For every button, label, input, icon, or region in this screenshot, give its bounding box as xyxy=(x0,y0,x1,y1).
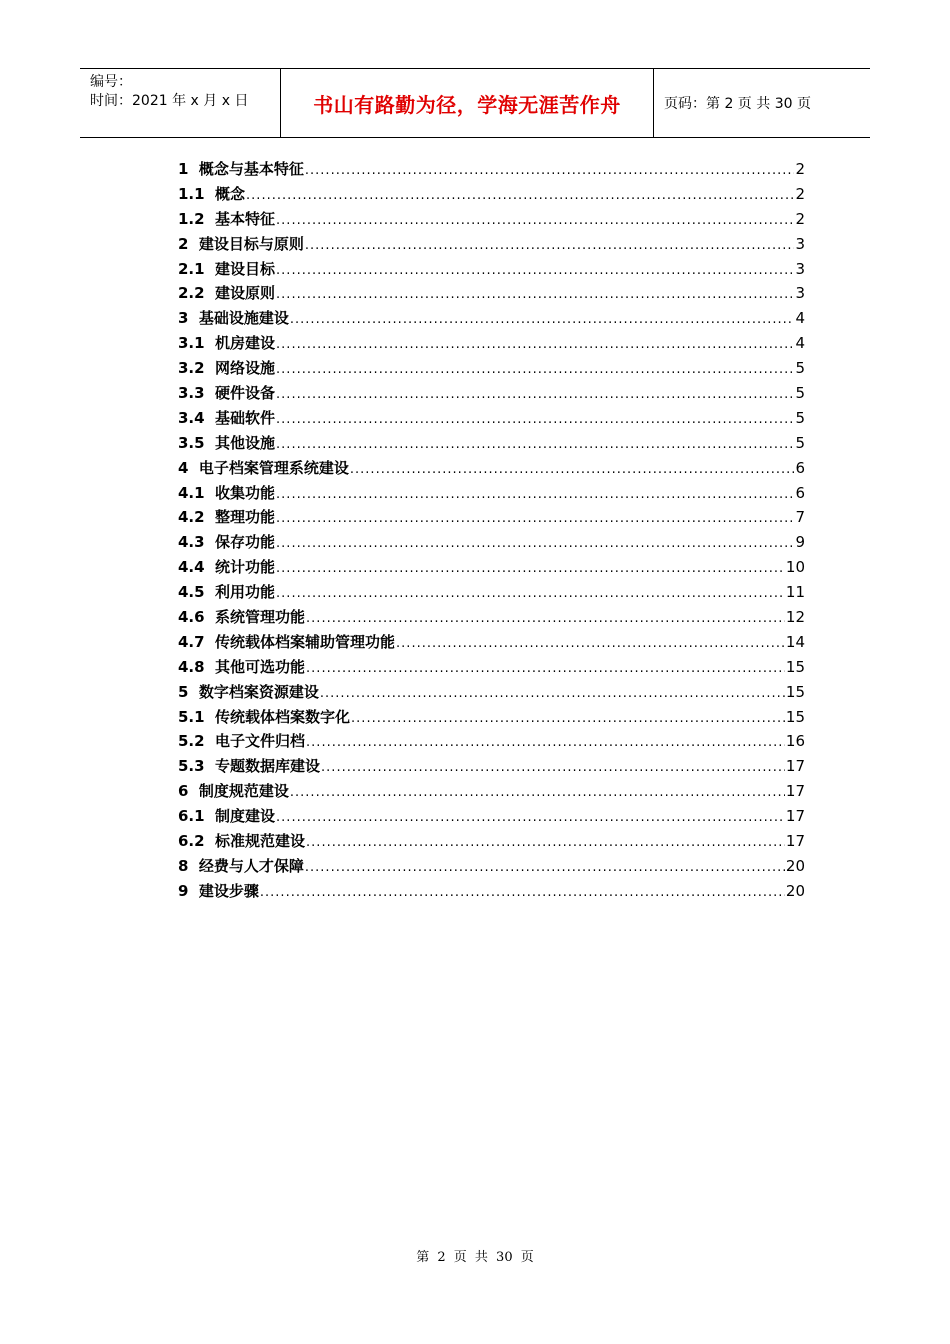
toc-entry-number: 6.2 xyxy=(178,832,216,851)
toc-entry-page: 17 xyxy=(785,757,805,776)
toc-dot-leader xyxy=(351,711,785,726)
toc-entry-page: 11 xyxy=(785,583,805,602)
toc-entry-title: 电子档案管理系统建设 xyxy=(198,458,349,477)
toc-entry[interactable] xyxy=(178,282,805,307)
page-footer: 第 2 页 共 30 页 xyxy=(416,1250,534,1265)
toc-entry-page: 6 xyxy=(795,458,805,477)
toc-entry-number: 4.2 xyxy=(178,508,216,527)
toc-entry[interactable] xyxy=(178,482,805,507)
toc-entry-page: 2 xyxy=(795,184,805,203)
toc-entry-title: 传统载体档案辅助管理功能 xyxy=(215,632,396,651)
toc-entry-number: 3.4 xyxy=(178,408,216,427)
toc-dot-leader xyxy=(321,760,785,775)
toc-entry-page: 10 xyxy=(785,558,805,577)
toc-entry-title: 制度规范建设 xyxy=(198,782,289,801)
toc-entry[interactable] xyxy=(178,332,805,357)
toc-entry-number: 2.1 xyxy=(178,259,216,278)
toc-entry-page: 12 xyxy=(785,608,805,627)
toc-entry-number: 3.3 xyxy=(178,384,216,403)
toc-entry-page: 2 xyxy=(795,160,805,178)
toc-entry-number: 4 xyxy=(178,458,199,477)
toc-entry-number: 3.1 xyxy=(178,334,216,353)
toc-dot-leader xyxy=(276,487,794,502)
toc-entry-title: 系统管理功能 xyxy=(215,608,306,627)
toc-entry-number: 5.2 xyxy=(178,732,216,751)
toc-entry[interactable] xyxy=(178,208,805,233)
toc-entry[interactable] xyxy=(178,556,805,581)
toc-entry[interactable] xyxy=(178,432,805,457)
toc-entry-title: 数字档案资源建设 xyxy=(198,682,319,701)
toc-entry-number: 4.3 xyxy=(178,533,216,552)
toc-entry-number: 2 xyxy=(178,234,199,253)
toc-entry-number: 5 xyxy=(178,682,199,701)
toc-entry-page: 4 xyxy=(795,309,805,328)
toc-dot-leader xyxy=(276,287,794,302)
toc-entry-title: 收集功能 xyxy=(215,483,276,502)
toc-dot-leader xyxy=(276,536,794,551)
toc-entry-number: 9 xyxy=(178,881,199,900)
header-meta xyxy=(80,69,281,137)
toc-dot-leader xyxy=(276,810,785,825)
document-date: 时间：2021 年 x 月 x 日 xyxy=(90,93,249,109)
toc-entry-page: 3 xyxy=(795,284,805,303)
toc-entry-title: 建设目标与原则 xyxy=(198,234,304,253)
header-page-info: 页码：第 2 页 共 30 页 xyxy=(664,96,811,112)
toc-entry-page: 17 xyxy=(785,782,805,801)
toc-entry-title: 硬件设备 xyxy=(215,384,276,403)
page-header xyxy=(80,68,870,138)
toc-entry-number: 1.1 xyxy=(178,184,216,203)
toc-dot-leader xyxy=(306,735,785,750)
toc-entry-page: 16 xyxy=(785,732,805,751)
toc-entry-number: 4.5 xyxy=(178,583,216,602)
toc-entry[interactable] xyxy=(178,158,805,183)
toc-entry-number: 2.2 xyxy=(178,284,216,303)
toc-entry-page: 5 xyxy=(795,384,805,403)
toc-entry-title: 概念 xyxy=(215,184,246,203)
toc-entry-number: 3.2 xyxy=(178,359,216,378)
toc-entry-number: 4.1 xyxy=(178,483,216,502)
table-of-contents xyxy=(178,158,805,905)
toc-entry-page: 9 xyxy=(795,533,805,552)
toc-entry-title: 电子文件归档 xyxy=(215,732,306,751)
toc-entry-page: 20 xyxy=(785,881,805,900)
toc-entry-title: 利用功能 xyxy=(215,583,276,602)
toc-entry-title: 机房建设 xyxy=(215,334,276,353)
toc-entry-number: 3 xyxy=(178,309,199,328)
toc-entry[interactable] xyxy=(178,233,805,258)
toc-entry[interactable] xyxy=(178,730,805,755)
toc-dot-leader xyxy=(276,387,794,402)
toc-dot-leader xyxy=(276,362,794,377)
toc-entry-page: 2 xyxy=(795,209,805,228)
toc-dot-leader xyxy=(260,885,785,900)
toc-dot-leader xyxy=(276,263,794,278)
toc-dot-leader xyxy=(320,686,785,701)
toc-entry[interactable] xyxy=(178,755,805,780)
toc-entry-page: 5 xyxy=(795,433,805,452)
toc-entry-number: 4.8 xyxy=(178,657,216,676)
toc-dot-leader xyxy=(276,337,794,352)
toc-entry[interactable] xyxy=(178,656,805,681)
toc-entry-title: 制度建设 xyxy=(215,807,276,826)
toc-entry[interactable] xyxy=(178,531,805,556)
toc-entry-page: 15 xyxy=(785,707,805,726)
toc-dot-leader xyxy=(276,561,785,576)
toc-entry[interactable] xyxy=(178,855,805,880)
toc-entry-page: 7 xyxy=(795,508,805,527)
toc-dot-leader xyxy=(276,213,794,228)
toc-entry[interactable] xyxy=(178,506,805,531)
toc-entry-page: 5 xyxy=(795,408,805,427)
toc-entry-number: 5.1 xyxy=(178,707,216,726)
toc-entry-page: 5 xyxy=(795,359,805,378)
toc-dot-leader xyxy=(306,611,785,626)
toc-entry-page: 14 xyxy=(785,632,805,651)
toc-entry[interactable] xyxy=(178,382,805,407)
toc-entry[interactable] xyxy=(178,780,805,805)
toc-entry-title: 网络设施 xyxy=(215,359,276,378)
toc-entry-title: 传统载体档案数字化 xyxy=(215,707,351,726)
toc-entry-title: 专题数据库建设 xyxy=(215,757,321,776)
toc-entry-title: 基础设施建设 xyxy=(198,309,289,328)
toc-dot-leader xyxy=(276,511,794,526)
toc-entry[interactable] xyxy=(178,407,805,432)
toc-dot-leader xyxy=(305,238,795,253)
toc-entry-page: 15 xyxy=(785,657,805,676)
toc-entry-number: 8 xyxy=(178,856,199,875)
toc-entry[interactable] xyxy=(178,457,805,482)
toc-entry-number: 4.7 xyxy=(178,632,216,651)
toc-entry-number: 4.6 xyxy=(178,608,216,627)
toc-dot-leader xyxy=(350,462,795,477)
toc-entry-title: 其他设施 xyxy=(215,433,276,452)
toc-dot-leader xyxy=(396,636,785,651)
toc-entry[interactable] xyxy=(178,631,805,656)
toc-entry[interactable] xyxy=(178,681,805,706)
toc-entry-page: 17 xyxy=(785,832,805,851)
header-motto: 书山有路勤为径，学海无涯苦作舟 xyxy=(281,69,654,137)
toc-entry[interactable] xyxy=(178,307,805,332)
toc-dot-leader xyxy=(306,661,785,676)
toc-entry[interactable] xyxy=(178,606,805,631)
toc-dot-leader xyxy=(290,785,785,800)
toc-entry-title: 统计功能 xyxy=(215,558,276,577)
toc-entry-page: 15 xyxy=(785,682,805,701)
toc-entry[interactable] xyxy=(178,880,805,905)
toc-dot-leader xyxy=(276,586,785,601)
toc-entry-number: 1 xyxy=(178,160,199,178)
toc-entry-title: 保存功能 xyxy=(215,533,276,552)
toc-entry-title: 建设原则 xyxy=(215,284,276,303)
toc-entry-page: 4 xyxy=(795,334,805,353)
toc-entry-page: 20 xyxy=(785,856,805,875)
toc-entry[interactable] xyxy=(178,830,805,855)
toc-entry-number: 3.5 xyxy=(178,433,216,452)
toc-entry-title: 概念与基本特征 xyxy=(198,160,304,178)
toc-entry-title: 经费与人才保障 xyxy=(198,856,304,875)
document-number-label: 编号： xyxy=(90,74,132,90)
toc-entry[interactable] xyxy=(178,805,805,830)
toc-entry-number: 5.3 xyxy=(178,757,216,776)
toc-entry-title: 建设目标 xyxy=(215,259,276,278)
toc-dot-leader xyxy=(290,312,795,327)
toc-entry[interactable] xyxy=(178,357,805,382)
toc-entry-page: 17 xyxy=(785,807,805,826)
toc-dot-leader xyxy=(305,163,795,178)
toc-entry-title: 整理功能 xyxy=(215,508,276,527)
toc-entry[interactable] xyxy=(178,258,805,283)
toc-entry-title: 建设步骤 xyxy=(198,881,259,900)
toc-entry-number: 1.2 xyxy=(178,209,216,228)
toc-entry[interactable] xyxy=(178,183,805,208)
toc-entry-title: 基本特征 xyxy=(215,209,276,228)
toc-dot-leader xyxy=(276,412,794,427)
toc-entry-title: 标准规范建设 xyxy=(215,832,306,851)
toc-dot-leader xyxy=(305,860,785,875)
toc-entry[interactable] xyxy=(178,706,805,731)
toc-entry-page: 6 xyxy=(795,483,805,502)
toc-entry-number: 6 xyxy=(178,782,199,801)
toc-entry-title: 其他可选功能 xyxy=(215,657,306,676)
toc-dot-leader xyxy=(246,188,794,203)
toc-entry[interactable] xyxy=(178,581,805,606)
toc-dot-leader xyxy=(306,835,785,850)
toc-entry-title: 基础软件 xyxy=(215,408,276,427)
toc-entry-number: 6.1 xyxy=(178,807,216,826)
toc-entry-page: 3 xyxy=(795,259,805,278)
toc-dot-leader xyxy=(276,437,794,452)
toc-entry-page: 3 xyxy=(795,234,805,253)
toc-entry-number: 4.4 xyxy=(178,558,216,577)
